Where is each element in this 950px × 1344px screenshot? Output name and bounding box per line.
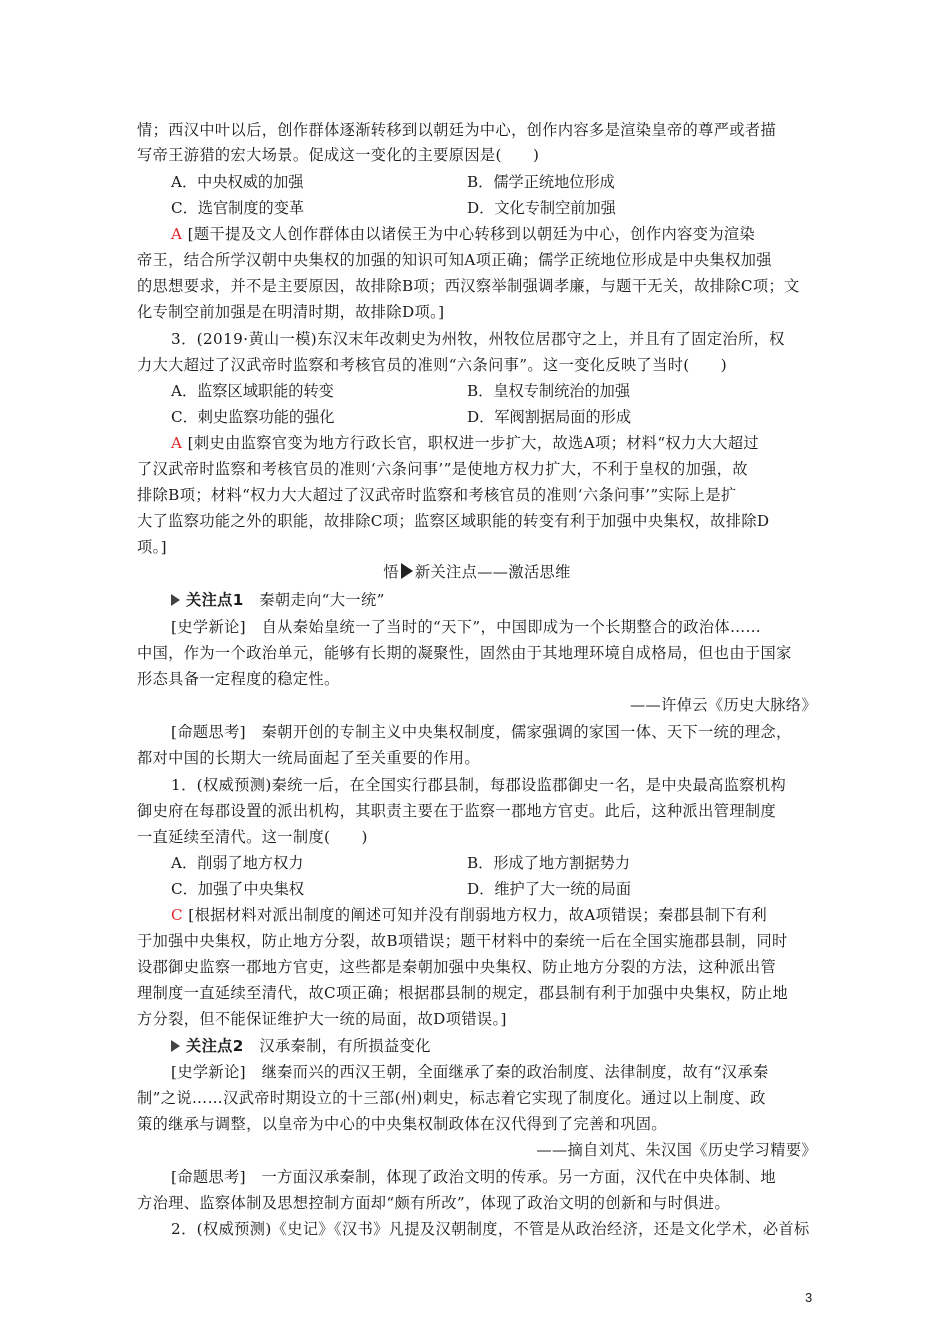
line-text: 排除B项；材料“权力大大超过了汉武帝时监察和考核官员的准则‘六条问事’”实际上是扩	[137, 486, 737, 504]
option-left: C．刺史监察功能的强化	[171, 408, 335, 426]
option-right: B．皇权专制统治的加强	[467, 382, 631, 400]
focus-point-heading	[137, 590, 851, 610]
text-line	[137, 537, 817, 557]
text-line	[137, 485, 817, 505]
line-text: 策的继承与调整，以皇帝为中心的中央集权制政体在汉代得到了完善和巩固。	[137, 1115, 667, 1133]
text-line	[137, 1219, 851, 1239]
triangle-marker-icon	[171, 594, 180, 606]
line-text: 方分裂，但不能保证维护大一统的局面，故D项错误。]	[137, 1010, 507, 1028]
option-left: C．选官制度的变革	[171, 199, 305, 217]
option-right: B．形成了地方割据势力	[467, 854, 631, 872]
text-line	[137, 775, 851, 795]
line-text: [题干提及文人创作群体由以诸侯王为中心转移到以朝廷为中心，创作内容变为渲染	[182, 225, 756, 243]
text-line	[137, 617, 851, 637]
line-text: 2．(权威预测)《史记》《汉书》凡提及汉朝制度，不管是从政治经济，还是文化学术，必首标	[171, 1220, 810, 1238]
heading-text: 新关注点——激活思维	[414, 563, 571, 581]
line-text: 3．(2019·黄山一模)东汉末年改刺史为州牧，州牧位居郡守之上，并且有了固定治所，权	[171, 330, 785, 348]
text-line	[137, 302, 817, 322]
text-line	[137, 748, 817, 768]
focus-point-heading	[137, 1036, 851, 1056]
text-line	[137, 1009, 817, 1029]
option-left: A．中央权威的加强	[171, 173, 304, 191]
triangle-marker-icon	[171, 1040, 180, 1052]
option-left: C．加强了中央集权	[171, 880, 305, 898]
focus-point-title: 汉承秦制，有所损益变化	[243, 1037, 431, 1055]
line-text: 1．(权威预测)秦统一后，在全国实行郡县制，每郡设监郡御史一名，是中央最高监察机构	[171, 776, 787, 794]
line-text: 力大大超过了汉武帝时监察和考核官员的准则“六条问事”。这一变化反映了当时( )	[137, 356, 728, 374]
line-text: [根据材料对派出制度的阐述可知并没有削弱地方权力，故A项错误；秦郡县制下有利	[183, 906, 768, 924]
text-line	[137, 983, 817, 1003]
text-line	[137, 1114, 817, 1134]
line-text: 情；西汉中叶以后，创作群体逐渐转移到以朝廷为中心，创作内容多是渲染皇帝的尊严或者描	[137, 121, 777, 139]
text-line	[137, 120, 817, 140]
line-text: 方治理、监察体制及思想控制方面却“颇有所改”，体现了政治文明的创新和与时俱进。	[137, 1194, 731, 1212]
line-text: 御史府在每郡设置的派出机构，其职责主要在于监察一郡地方官吏。此后，这种派出管理制度	[137, 802, 777, 820]
answer-letter: A	[171, 225, 183, 243]
citation: ——许倬云《历史大脉络》	[629, 696, 817, 714]
line-text: 一直延续至清代。这一制度( )	[137, 828, 368, 846]
line-text: 大了监察功能之外的职能，故排除C项；监察区域职能的转变有利于加强中央集权，故排除D	[137, 512, 770, 530]
text-line	[137, 722, 851, 742]
line-text: 都对中国的长期大一统局面起了至关重要的作用。	[137, 749, 480, 767]
line-text: 化专制空前加强是在明清时期，故排除D项。]	[137, 303, 445, 321]
line-text: 帝王，结合所学汉朝中央集权的加强的知识可知A项正确；儒学正统地位形成是中央集权加强	[137, 251, 772, 269]
heading-prefix: 悟	[383, 563, 399, 581]
line-text: 了汉武帝时监察和考核官员的准则‘六条问事’”是使地方权力扩大，不利于皇权的加强，故	[137, 460, 748, 478]
option-right: D．文化专制空前加强	[467, 199, 616, 217]
option-left: A．削弱了地方权力	[171, 854, 304, 872]
line-text: 写帝王游猎的宏大场景。促成这一变化的主要原因是( )	[137, 146, 540, 164]
page-number: 3	[805, 1290, 813, 1305]
option-right: B．儒学正统地位形成	[467, 173, 615, 191]
focus-point-label: 关注点1	[186, 591, 244, 609]
text-line	[137, 643, 817, 663]
line-text: 中国，作为一个政治单元，能够有长期的凝聚性，固然由于其地理环境自成格局，但也由于国家	[137, 644, 792, 662]
text-line	[137, 145, 817, 165]
line-text: 的思想要求，并不是主要原因，故排除B项；西汉察举制强调孝廉，与题干无关，故排除C项；文	[137, 277, 800, 295]
answer-line	[137, 905, 851, 925]
line-text: [史学新论] 继秦而兴的西汉王朝，全面继承了秦的政治制度、法律制度，故有“汉承秦	[171, 1063, 769, 1081]
text-line	[137, 329, 851, 349]
line-text: [命题思考] 秦朝开创的专制主义中央集权制度，儒家强调的家国一体、天下一统的理念，	[171, 723, 792, 741]
line-text: 项。]	[137, 538, 167, 556]
text-line	[137, 250, 817, 270]
text-line	[137, 1062, 851, 1082]
text-line	[137, 511, 817, 531]
text-line	[137, 669, 817, 689]
play-triangle-icon	[401, 563, 413, 579]
text-line	[137, 931, 817, 951]
citation: ——摘自刘芃、朱汉国《历史学习精要》	[536, 1141, 817, 1159]
text-line	[137, 957, 817, 977]
line-text: [史学新论] 自从秦始皇统一了当时的“天下”，中国即成为一个长期整合的政治体……	[171, 618, 762, 636]
text-line	[137, 459, 817, 479]
line-text: [命题思考] 一方面汉承秦制，体现了政治文明的传承。另一方面，汉代在中央体制、地	[171, 1168, 776, 1186]
text-line	[137, 355, 817, 375]
answer-line	[137, 433, 851, 453]
focus-point-label: 关注点2	[186, 1037, 244, 1055]
option-right: D．维护了大一统的局面	[467, 880, 632, 898]
text-line	[137, 1088, 817, 1108]
section-heading	[137, 562, 817, 582]
line-text: 形态具备一定程度的稳定性。	[137, 670, 340, 688]
option-right: D．军阀割据局面的形成	[467, 408, 632, 426]
answer-line	[137, 224, 851, 244]
text-line	[137, 1167, 851, 1187]
option-left: A．监察区域职能的转变	[171, 382, 334, 400]
line-text: [刺史由监察官变为地方行政长官，职权进一步扩大，故选A项；材料“权力大大超过	[182, 434, 760, 452]
text-line	[137, 801, 817, 821]
text-line	[137, 827, 817, 847]
text-line	[137, 1193, 817, 1213]
text-line	[137, 276, 817, 296]
answer-letter: A	[171, 434, 183, 452]
answer-letter: C	[171, 906, 184, 924]
focus-point-title: 秦朝走向“大一统”	[243, 591, 385, 609]
line-text: 理制度一直延续至清代，故C项正确；根据郡县制的规定，郡县制有利于加强中央集权，防止地	[137, 984, 789, 1002]
line-text: 制”之说……汉武帝时期设立的十三部(州)刺史，标志着它实现了制度化。通过以上制度、政	[137, 1089, 766, 1107]
line-text: 设郡御史监察一郡地方官吏，这些都是秦朝加强中央集权、防止地方分裂的方法，这种派出管	[137, 958, 777, 976]
line-text: 于加强中央集权，防止地方分裂，故B项错误；题干材料中的秦统一后在全国实施郡县制，同时	[137, 932, 788, 950]
